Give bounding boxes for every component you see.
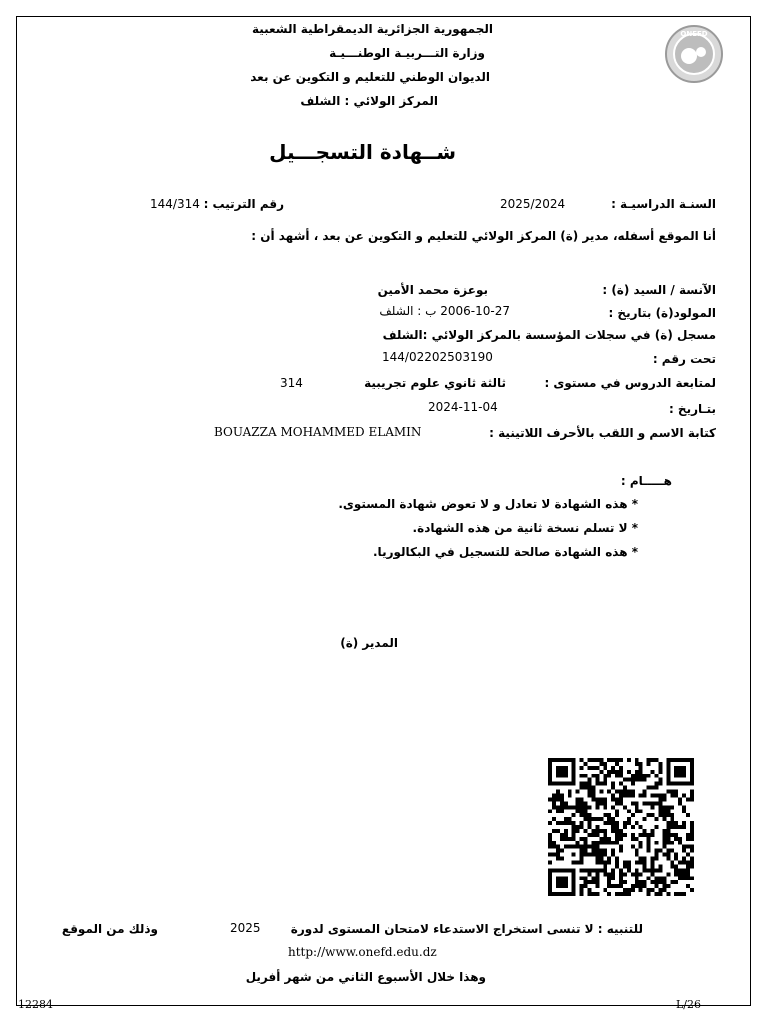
qr-code-icon bbox=[547, 758, 695, 896]
registered-text: مسجل (ة) في سجلات المؤسسة بالمركز الولائي :الشلف bbox=[382, 328, 716, 342]
onefd-logo-icon bbox=[659, 24, 729, 84]
level-value: ثالثة ثانوي علوم تجريبية bbox=[364, 376, 506, 390]
number-label: تحت رقم : bbox=[652, 352, 716, 366]
header-ministry: وزارة التـــربيـة الوطنـــيـة bbox=[329, 46, 485, 60]
number-value: 144/02202503190 bbox=[382, 350, 493, 364]
intro-text: أنا الموقع أسفله، مدير (ة) المركز الولائي للتعليم و التكوين عن بعد ، أشهد أن : bbox=[251, 229, 716, 243]
date-value: 2024-11-04 bbox=[428, 400, 498, 414]
footer-notice-year: 2025 bbox=[230, 921, 261, 935]
header-office: الديوان الوطني للتعليم و التكوين عن بعد bbox=[250, 70, 490, 84]
school-year-label: السنـة الدراسيـة : bbox=[611, 197, 716, 211]
corner-right-code: L/26 bbox=[676, 998, 702, 1011]
header-center: المركز الولائي : الشلف bbox=[300, 94, 438, 108]
rank-label: رقم الترتيب : bbox=[203, 197, 284, 211]
birth-value: 2006-10-27 ب : الشلف bbox=[379, 304, 510, 318]
latin-label: كتابة الاسم و اللقب بالأحرف اللاتينية : bbox=[489, 426, 716, 440]
logo-text: ONEFD bbox=[680, 30, 708, 38]
note-item: * هذه الشهادة لا تعادل و لا تعوض شهادة المستوى. bbox=[338, 497, 638, 511]
footer-url[interactable]: http://www.onefd.edu.dz bbox=[288, 945, 437, 959]
footer-notice-part1: للتنبيه : لا تنسى استخراج الاستدعاء لامتحان المستوى لدورة bbox=[290, 922, 643, 936]
latin-value: BOUAZZA MOHAMMED ELAMIN bbox=[214, 425, 422, 439]
note-item: * لا تسلم نسخة ثانية من هذه الشهادة. bbox=[412, 521, 638, 535]
header-republic: الجمهورية الجزائرية الديمقراطية الشعبية bbox=[251, 22, 493, 36]
note-item: * هذه الشهادة صالحة للتسجيل في البكالوريا. bbox=[373, 545, 638, 559]
level-label: لمتابعة الدروس في مستوى : bbox=[544, 376, 716, 390]
footer-notice-part2: وذلك من الموقع bbox=[61, 922, 158, 936]
corner-left-code: 12284 bbox=[18, 998, 53, 1011]
name-label: الآنسة / السيد (ة) : bbox=[602, 283, 716, 297]
name-value: بوعزة محمد الأمين bbox=[377, 283, 488, 297]
school-year-value: 2025/2024 bbox=[500, 197, 566, 211]
notes-heading: هـــــام : bbox=[620, 474, 672, 488]
director-signature-label: المدير (ة) bbox=[340, 636, 398, 650]
page-title: شــهادة التسجـــيل bbox=[269, 140, 456, 164]
date-label: بتـاريخ : bbox=[668, 402, 716, 416]
rank-value: 144/314 bbox=[150, 197, 200, 211]
birth-label: المولود(ة) بتاريخ : bbox=[608, 306, 716, 320]
level-code: 314 bbox=[280, 376, 303, 390]
footer-period: وهذا خلال الأسبوع الثاني من شهر أفريل bbox=[245, 970, 486, 984]
